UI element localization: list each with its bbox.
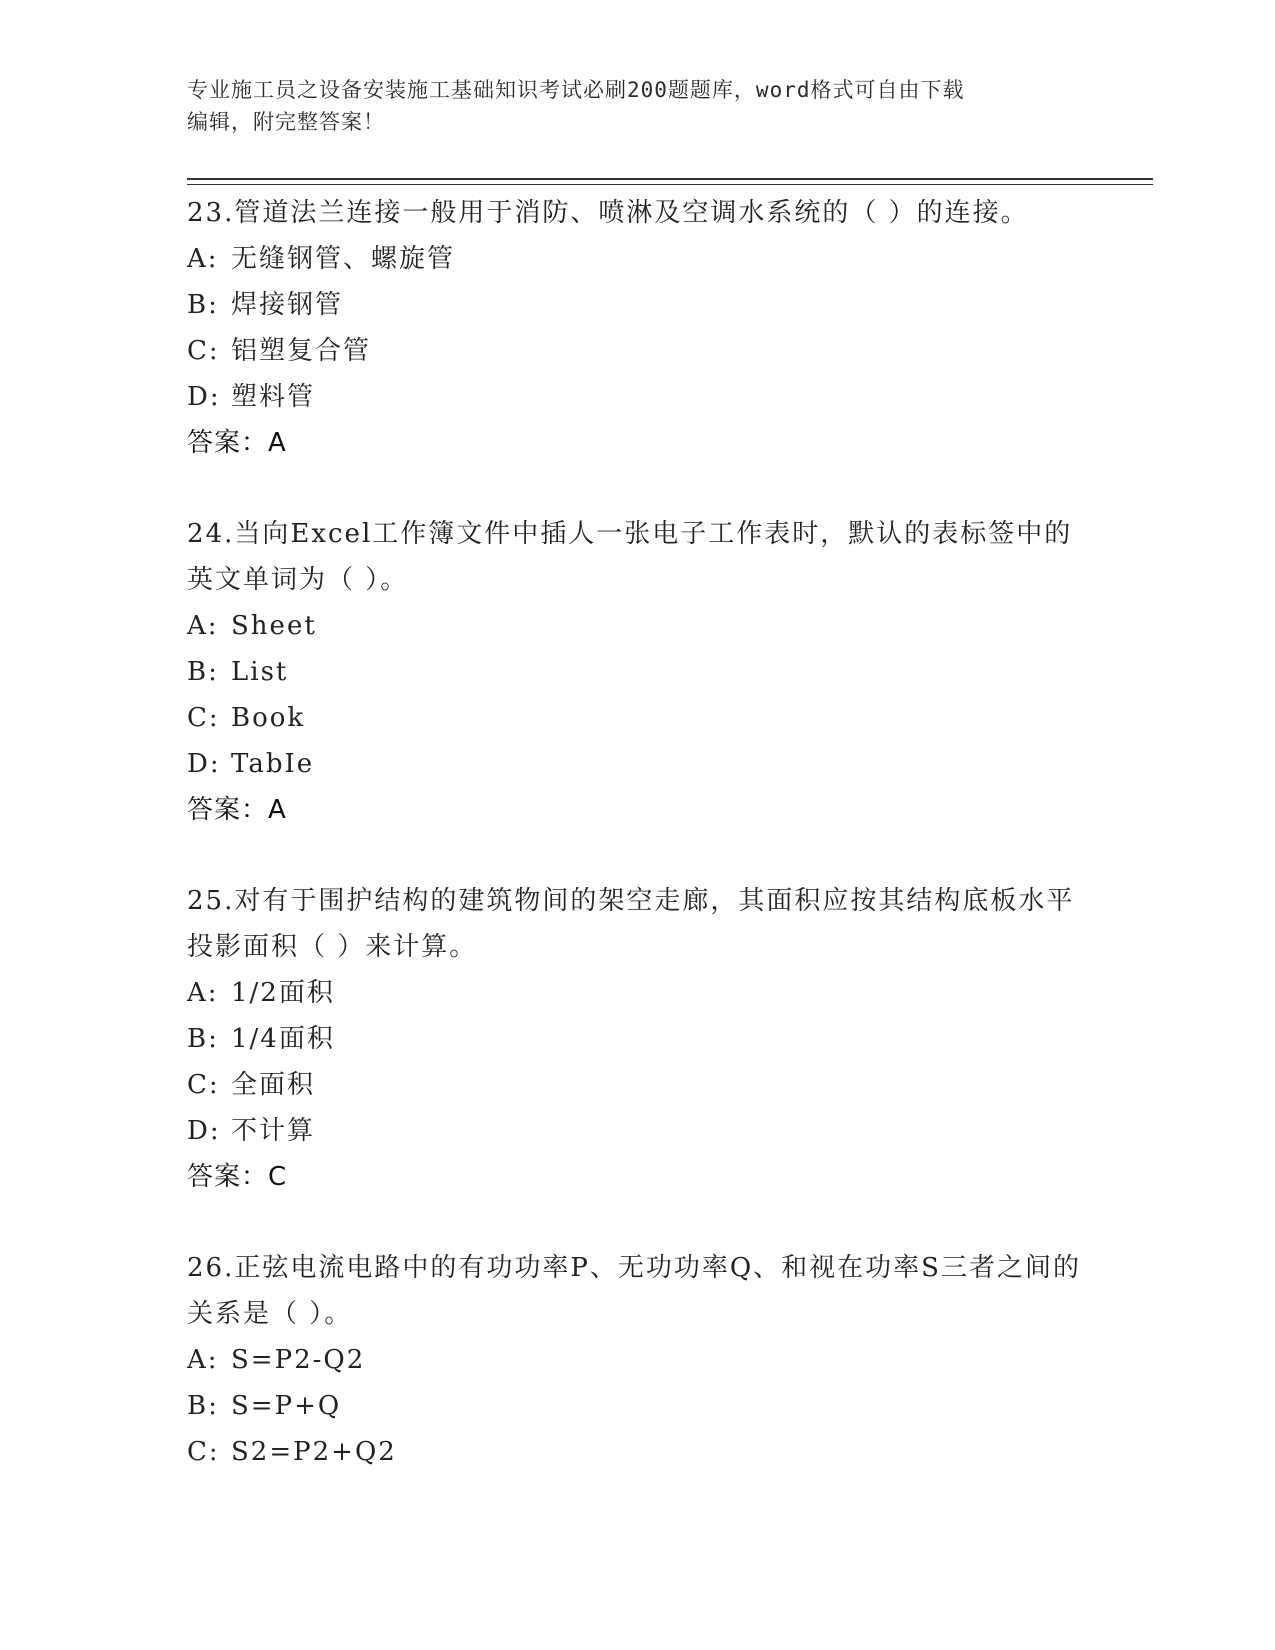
option-letter: C: <box>187 1070 220 1100</box>
answer-label: 答案：A <box>187 795 287 825</box>
option-a <box>187 1337 1087 1383</box>
option-text: 不计算 <box>231 1116 316 1146</box>
option-text: 1/2面积 <box>231 978 335 1008</box>
question-23 <box>187 190 1087 466</box>
option-letter: B: <box>187 1391 219 1421</box>
question-text: 26.正弦电流电路中的有功功率P、无功功率Q、和视在功率S三者之间的关系是（ ）。 <box>187 1253 1081 1329</box>
option-b <box>187 1383 1087 1429</box>
question-24 <box>187 511 1087 833</box>
header-divider-bottom <box>187 184 1153 185</box>
option-letter: D: <box>187 382 221 412</box>
option-a <box>187 603 1087 649</box>
question-text: 23.管道法兰连接一般用于消防、喷淋及空调水系统的（ ）的连接。 <box>187 198 1029 228</box>
answer-label: 答案：C <box>187 1162 288 1192</box>
option-letter: C: <box>187 336 220 366</box>
option-d <box>187 741 1087 787</box>
option-text: TabIe <box>231 749 315 779</box>
option-text: List <box>231 657 289 687</box>
option-c <box>187 695 1087 741</box>
option-letter: A: <box>187 1345 219 1375</box>
option-a <box>187 236 1087 282</box>
option-text: 1/4面积 <box>231 1024 335 1054</box>
header-line-1: 专业施工员之设备安装施工基础知识考试必刷200题题库，word格式可自由下载 <box>187 78 965 102</box>
option-c <box>187 1062 1087 1108</box>
option-text: S=P+Q <box>231 1391 342 1421</box>
option-b <box>187 649 1087 695</box>
option-text: 铝塑复合管 <box>231 336 372 366</box>
option-letter: B: <box>187 657 219 687</box>
option-b <box>187 1016 1087 1062</box>
question-text: 24.当向Excel工作簿文件中插人一张电子工作表时，默认的表标签中的英文单词为（ ）。 <box>187 519 1073 595</box>
option-text: Sheet <box>231 611 317 641</box>
answer-label: 答案：A <box>187 428 287 458</box>
question-26 <box>187 1245 1087 1475</box>
option-text: S=P2-Q2 <box>231 1345 366 1375</box>
option-d <box>187 374 1087 420</box>
option-d <box>187 1108 1087 1154</box>
header-line-2: 编辑，附完整答案！ <box>187 110 385 134</box>
document-header <box>187 74 1067 138</box>
question-list <box>187 190 1087 1520</box>
option-text: 全面积 <box>231 1070 316 1100</box>
option-text: Book <box>231 703 306 733</box>
option-letter: B: <box>187 1024 219 1054</box>
option-letter: D: <box>187 1116 221 1146</box>
option-a <box>187 970 1087 1016</box>
question-text: 25.对有于围护结构的建筑物间的架空走廊，其面积应按其结构底板水平投影面积（ ）来计算。 <box>187 886 1075 962</box>
option-c <box>187 328 1087 374</box>
option-text: S2=P2+Q2 <box>231 1437 397 1467</box>
option-letter: A: <box>187 611 219 641</box>
option-text: 塑料管 <box>231 382 316 412</box>
question-25 <box>187 878 1087 1200</box>
option-letter: B: <box>187 290 219 320</box>
option-c <box>187 1429 1087 1475</box>
option-letter: C: <box>187 703 220 733</box>
option-text: 焊接钢管 <box>231 290 344 320</box>
option-letter: D: <box>187 749 221 779</box>
option-letter: A: <box>187 244 219 274</box>
option-b <box>187 282 1087 328</box>
option-text: 无缝钢管、螺旋管 <box>231 244 456 274</box>
option-letter: C: <box>187 1437 220 1467</box>
header-divider-top <box>187 178 1153 180</box>
option-letter: A: <box>187 978 219 1008</box>
